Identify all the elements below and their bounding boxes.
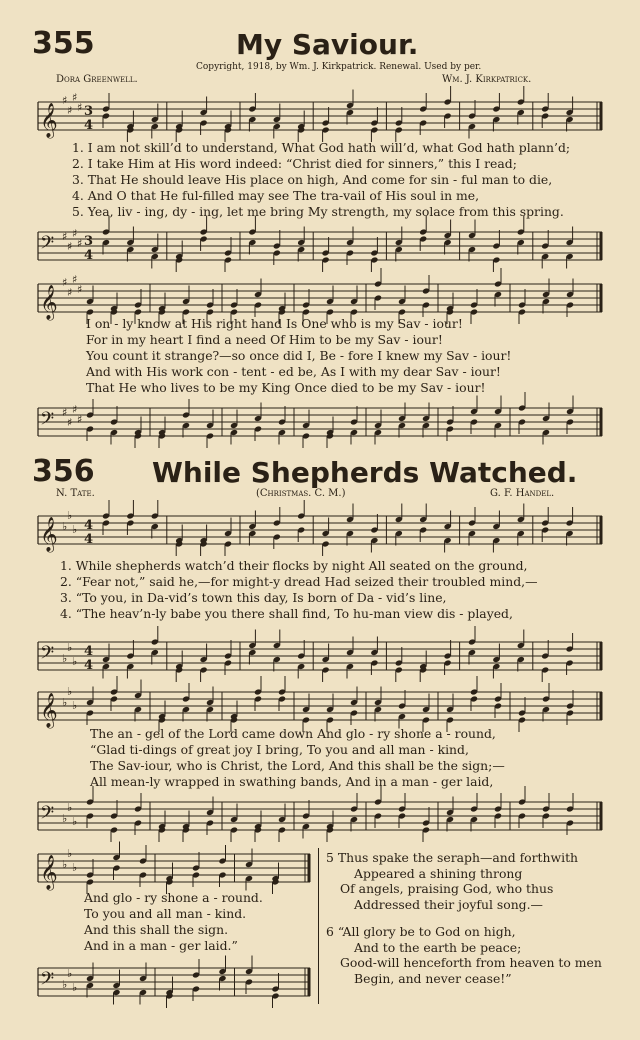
verse-line: 1. I am not skill’d to understand, What God hath will’d, what God hath plann’d;	[72, 140, 571, 155]
tune-356: (Christmas. C. M.)	[256, 488, 346, 499]
sharp-icon: ♯	[77, 237, 83, 250]
verse-line: For in my heart I find a need Of Him to be my Sav - iour!	[86, 332, 443, 347]
stanza-line: Appeared a shining throng	[354, 865, 523, 881]
flat-icon: ♭	[62, 520, 68, 533]
staff-355-2-treble	[38, 273, 602, 320]
treble-clef-icon: 𝄞	[40, 517, 58, 552]
staff-356-3-bass	[38, 962, 310, 1002]
stanza-5	[326, 850, 578, 912]
sharp-icon: ♯	[62, 94, 68, 107]
verse-line: To you and all man - kind.	[84, 906, 247, 921]
bass-clef-icon: 𝄢	[40, 233, 55, 258]
flat-icon: ♭	[62, 652, 68, 665]
verses-355-part2	[86, 316, 511, 396]
flat-icon: ♭	[62, 696, 68, 709]
time-signature: 4	[84, 248, 94, 263]
sharp-icon: ♯	[67, 416, 73, 429]
time-signature: 4	[84, 118, 94, 133]
sharp-icon: ♯	[77, 413, 83, 426]
flat-icon: ♭	[72, 655, 78, 668]
time-signature: 4	[84, 658, 94, 673]
time-signature: 4	[84, 644, 94, 659]
time-signature: 3	[84, 234, 94, 249]
flat-icon: ♭	[62, 978, 68, 991]
flat-icon: ♭	[67, 847, 73, 860]
stanza-line: Begin, and never cease!”	[354, 970, 512, 986]
bass-clef-icon: 𝄢	[40, 969, 55, 994]
stanza-line: And to the earth be peace;	[354, 939, 522, 955]
hymn-title-356: While Shepherds Watched.	[152, 456, 578, 489]
treble-clef-icon: 𝄞	[40, 103, 58, 138]
verse-line: And in a man - ger laid.”	[84, 938, 238, 953]
sharp-icon: ♯	[77, 283, 83, 296]
staff-356-1-bass	[38, 636, 602, 676]
copyright-355: Copyright, 1918, by Wm. J. Kirkpatrick. Renewal. Used by per.	[196, 62, 482, 72]
time-signature: 3	[84, 104, 94, 119]
verse-line: 5. Yea, liv - ing, dy - ing, let me bring My strength, my solace from this spring.	[72, 204, 564, 219]
stanza-line: Addressed their joyful song.—	[354, 896, 543, 912]
verse-line: All mean-ly wrapped in swathing bands, And in a man - ger laid,	[90, 774, 494, 789]
verse-line: 1. While shepherds watch’d their flocks by night All seated on the ground,	[60, 558, 528, 573]
sharp-icon: ♯	[67, 104, 73, 117]
bass-clef-icon: 𝄢	[40, 409, 55, 434]
verse-line: And this shall the sign.	[84, 922, 229, 937]
stanza-line: Of angels, praising God, who thus	[340, 881, 554, 896]
stanza-line: 5 Thus spake the seraph—and forthwith	[326, 850, 579, 865]
bass-clef-icon: 𝄢	[40, 643, 55, 668]
bass-clef-icon: 𝄢	[40, 803, 55, 828]
flat-icon: ♭	[67, 509, 73, 522]
flat-icon: ♭	[72, 981, 78, 994]
hymn-title-355: My Saviour.	[236, 28, 419, 61]
staff-356-1-treble	[38, 510, 602, 550]
verse-line: 4. And O that He ful-filled may see The tra-vail of His soul in me,	[72, 188, 480, 203]
verse-line: 3. “To you, in Da-vid’s town this day, Is born of Da - vid’s line,	[60, 590, 447, 605]
time-signature: 4	[84, 532, 94, 547]
flat-icon: ♭	[72, 699, 78, 712]
sharp-icon: ♯	[72, 91, 78, 104]
verse-line: 2. “Fear not,” said he,—for might-y dread Had seized their troubled mind,—	[60, 574, 538, 589]
staff-355-2-bass	[38, 402, 602, 442]
verses-356-part1	[60, 558, 538, 622]
sharp-icon: ♯	[67, 240, 73, 253]
composer-356: G. F. Handel.	[490, 488, 555, 499]
stanza-line: 6 “All glory be to God on high,	[326, 924, 516, 939]
verse-line: “Glad ti-dings of great joy I bring, To you and all man - kind,	[90, 742, 469, 757]
verse-line: 2. I take Him at His word indeed: “Christ died for sinners,” this I read;	[72, 156, 517, 171]
flat-icon: ♭	[67, 641, 73, 654]
verses-355-part1	[72, 140, 570, 220]
sharp-icon: ♯	[72, 227, 78, 240]
sharp-icon: ♯	[77, 101, 83, 114]
column-divider	[318, 848, 319, 1004]
staff-355-1-bass	[38, 226, 602, 266]
verse-line: The an - gel of the Lord came down And glo - ry shone a - round,	[90, 726, 496, 741]
sharp-icon: ♯	[72, 273, 78, 286]
stanza-line: Good-will henceforth from heaven to men	[340, 955, 602, 970]
stanza-6	[326, 924, 602, 986]
verse-line: 3. That He should leave His place on high, And come for sin - ful man to die,	[72, 172, 553, 187]
verse-line: And with His work con - tent - ed be, As I with my dear Sav - iour!	[86, 364, 501, 379]
hymn-number-355: 355	[32, 26, 95, 61]
hymn-number-356: 356	[32, 454, 95, 489]
sharp-icon: ♯	[62, 276, 68, 289]
author-355: Dora Greenwell.	[56, 74, 138, 85]
flat-icon: ♭	[72, 861, 78, 874]
sharp-icon: ♯	[62, 230, 68, 243]
time-signature: 4	[84, 518, 94, 533]
staff-356-2-treble	[38, 686, 602, 726]
verses-356-part3	[84, 890, 263, 954]
flat-icon: ♭	[67, 801, 73, 814]
staff-356-3-treble	[38, 848, 310, 888]
staff-356-2-bass	[38, 796, 602, 836]
composer-355: Wm. J. Kirkpatrick.	[442, 74, 532, 85]
flat-icon: ♭	[67, 685, 73, 698]
verse-line: The Sav-iour, who is Christ, the Lord, And this shall be the sign;—	[90, 758, 505, 773]
flat-icon: ♭	[62, 858, 68, 871]
verse-line: I on - ly know at His right hand Is One who is my Sav - iour!	[86, 316, 463, 331]
staff-355-1-treble	[38, 91, 602, 138]
treble-clef-icon: 𝄞	[40, 285, 58, 320]
verses-356-part2	[90, 726, 505, 790]
sharp-icon: ♯	[72, 403, 78, 416]
flat-icon: ♭	[67, 967, 73, 980]
author-356: N. Tate.	[56, 488, 95, 499]
sharp-icon: ♯	[67, 286, 73, 299]
treble-clef-icon: 𝄞	[40, 693, 58, 728]
treble-clef-icon: 𝄞	[40, 855, 58, 890]
sharp-icon: ♯	[62, 406, 68, 419]
verse-line: You count it strange?—so once did I, Be - fore I knew my Sav - iour!	[86, 348, 512, 363]
flat-icon: ♭	[72, 523, 78, 536]
flat-icon: ♭	[72, 815, 78, 828]
verse-line: That He who lives to be my King Once died to be my Sav - iour!	[86, 380, 486, 395]
verse-line: And glo - ry shone a - round.	[84, 890, 263, 905]
flat-icon: ♭	[62, 812, 68, 825]
verse-line: 4. “The heav’n-ly babe you there shall find, To hu-man view dis - played,	[60, 606, 513, 621]
